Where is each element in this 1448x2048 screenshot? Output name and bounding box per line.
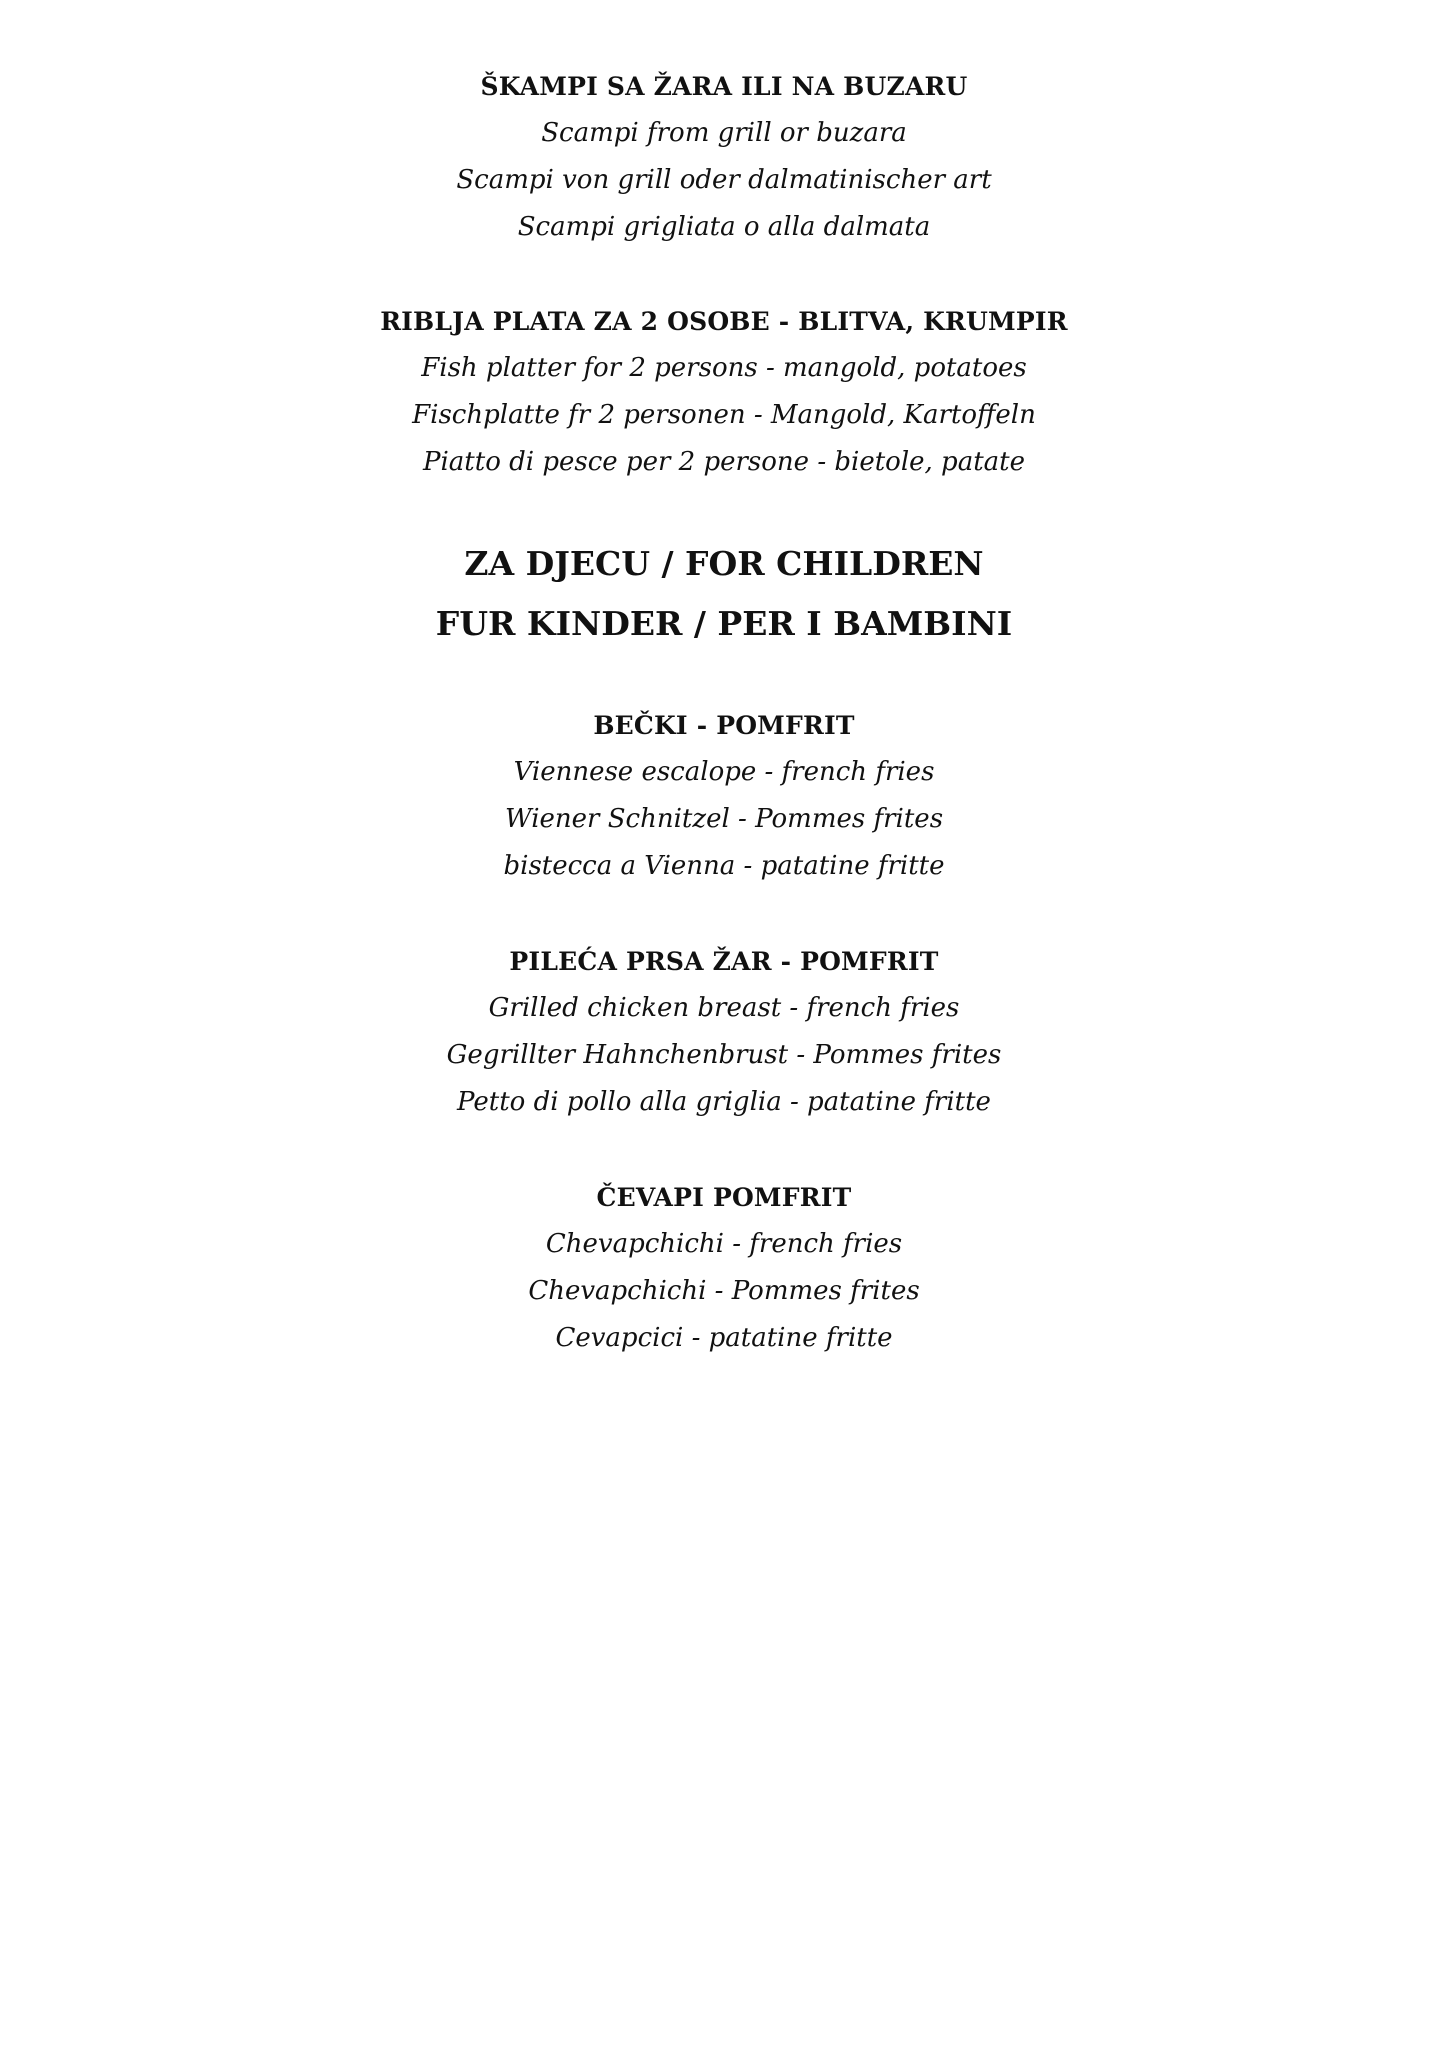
menu-item-german: Chevapchichi - Pommes frites bbox=[528, 1276, 920, 1306]
menu-item-scampi bbox=[0, 63, 1448, 251]
menu-item-italian: bistecca a Vienna - patatine fritte bbox=[503, 851, 945, 881]
menu-item-italian: Petto di pollo alla griglia - patatine fritte bbox=[457, 1087, 991, 1117]
menu-item-english: Fish platter for 2 persons - mangold, potatoes bbox=[421, 353, 1027, 383]
menu-item-english: Grilled chicken breast - french fries bbox=[488, 993, 960, 1023]
menu-item-italian: Scampi grigliata o alla dalmata bbox=[517, 212, 931, 242]
section-heading-line-2: FUR KINDER / PER I BAMBINI bbox=[435, 604, 1013, 643]
menu-item-fish-platter bbox=[0, 298, 1448, 486]
section-heading-line-1: ZA DJECU / FOR CHILDREN bbox=[464, 544, 984, 583]
menu-item-title: ČEVAPI POMFRIT bbox=[596, 1183, 852, 1212]
menu-item-english: Viennese escalope - french fries bbox=[513, 757, 935, 787]
menu-item-title: PILEĆA PRSA ŽAR - POMFRIT bbox=[509, 947, 939, 976]
menu-item-german: Wiener Schnitzel - Pommes frites bbox=[504, 804, 944, 834]
menu-item-cevapi bbox=[0, 1174, 1448, 1362]
section-heading-children bbox=[0, 534, 1448, 654]
menu-item-title: BEČKI - POMFRIT bbox=[593, 711, 855, 740]
menu-item-english: Scampi from grill or buzara bbox=[541, 118, 907, 148]
menu-item-title: ŠKAMPI SA ŽARA ILI NA BUZARU bbox=[480, 72, 968, 101]
menu-item-german: Gegrillter Hahnchenbrust - Pommes frites bbox=[446, 1040, 1002, 1070]
menu-item-viennese-escalope bbox=[0, 702, 1448, 890]
menu-item-german: Fischplatte fr 2 personen - Mangold, Kartoffeln bbox=[412, 400, 1036, 430]
menu-item-title: RIBLJA PLATA ZA 2 OSOBE - BLITVA, KRUMPIR bbox=[380, 307, 1068, 336]
menu-item-italian: Piatto di pesce per 2 persone - bietole, patate bbox=[423, 447, 1025, 477]
menu-item-german: Scampi von grill oder dalmatinischer art bbox=[456, 165, 992, 195]
menu-item-english: Chevapchichi - french fries bbox=[545, 1229, 903, 1259]
menu-item-italian: Cevapcici - patatine fritte bbox=[555, 1323, 893, 1353]
menu-item-chicken-breast bbox=[0, 938, 1448, 1126]
